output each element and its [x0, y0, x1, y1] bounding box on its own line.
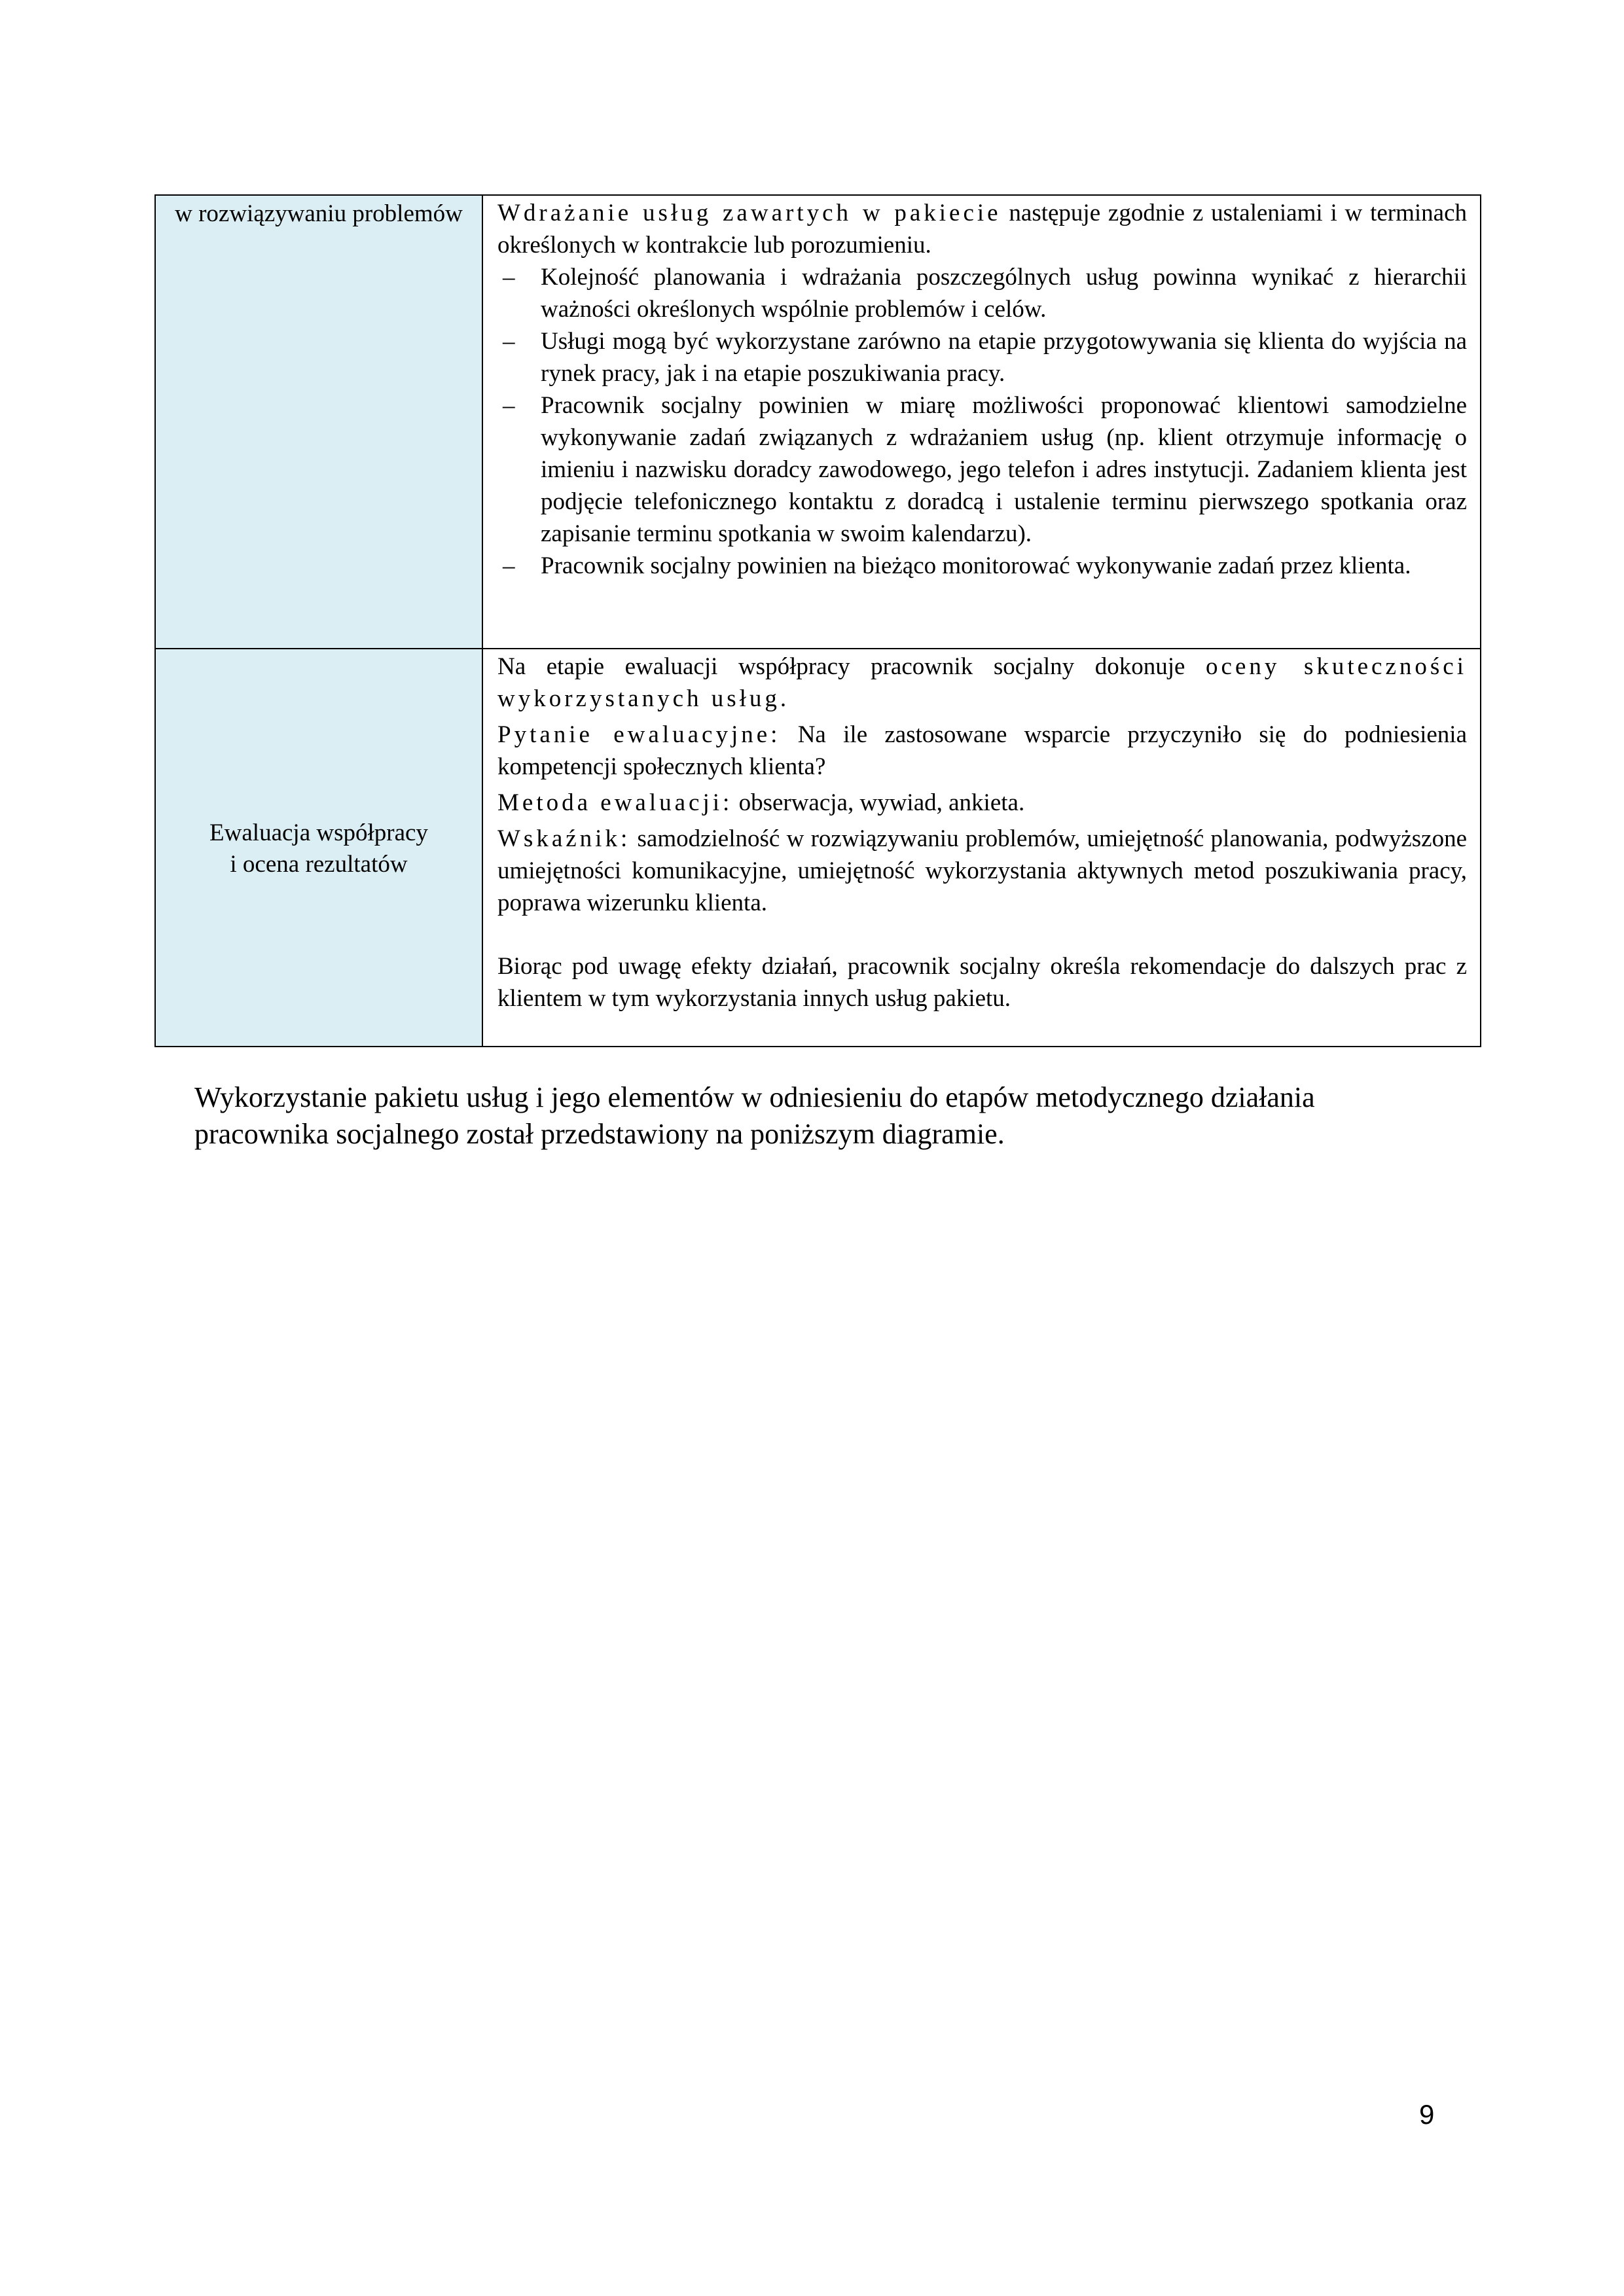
stage-label: w rozwiązywaniu problemów	[175, 200, 463, 227]
bullet-text: Kolejność planowania i wdrażania poszczególnych usług powinna wynikać z hierarchii ważności określonych wspólnie problemów i celów.	[541, 264, 1467, 323]
question-text: Na ile zastosowane wsparcie przyczyniło się do podniesienia kompetencji społecznych klienta?	[497, 721, 1467, 780]
stage-label-line-2: i ocena rezultatów	[230, 851, 408, 878]
method-text: obserwacja, wywiad, ankieta.	[732, 789, 1025, 816]
bullet-dash: –	[503, 328, 515, 355]
list-item	[497, 389, 1467, 550]
list-item	[497, 261, 1467, 325]
body-paragraph: Wykorzystanie pakietu usług i jego elementów w odniesieniu do etapów metodycznego działania pracownika socjalnego został przedstawiony na poniższym diagramie.	[194, 1081, 1315, 1150]
implementation-intro-rest: następuje zgodnie z ustaleniami i w terminach określonych w kontrakcie lub porozumieniu.	[497, 200, 1467, 259]
page-number: 9	[1419, 2099, 1435, 2130]
table-row	[155, 195, 1481, 649]
bullet-dash: –	[503, 552, 515, 579]
indicator-text: samodzielność w rozwiązywaniu problemów, umiejętność planowania, podwyższone umiejętności komunikacyjne, umiejętność wykorzystania aktywnych metod poszukiwania pracy, poprawa wizerunku klienta.	[497, 825, 1467, 916]
methodology-table	[154, 194, 1481, 1047]
bullet-text: Usługi mogą być wykorzystane zarówno na etapie przygotowywania się klienta do wyjścia na rynek pracy, jak i na etapie poszukiwania pracy.	[541, 328, 1467, 387]
bullet-text: Pracownik socjalny powinien na bieżąco monitorować wykonywanie zadań przez klienta.	[541, 552, 1411, 579]
evaluation-recommendation: Biorąc pod uwagę efekty działań, pracownik socjalny określa rekomendacje do dalszych prac z klientem w tym wykorzystania innych usług pakietu.	[497, 953, 1467, 1012]
list-item	[497, 325, 1467, 389]
content-cell-evaluation	[482, 649, 1481, 1047]
evaluation-method	[497, 787, 1467, 819]
table-row	[155, 649, 1481, 1047]
evaluation-indicator	[497, 823, 1467, 919]
evaluation-intro-text: Na etapie ewaluacji współpracy pracownik socjalny dokonuje	[497, 653, 1206, 680]
indicator-label: Wskaźnik:	[497, 825, 631, 852]
method-label: Metoda ewaluacji:	[497, 789, 733, 816]
question-label: Pytanie ewaluacyjne:	[497, 721, 781, 748]
implementation-bullet-list	[497, 261, 1467, 582]
stage-cell-evaluation	[155, 649, 482, 1047]
evaluation-question	[497, 719, 1467, 783]
implementation-intro	[497, 197, 1467, 261]
bullet-dash: –	[503, 392, 515, 419]
stage-cell-problem-solving	[155, 195, 482, 649]
bullet-dash: –	[503, 264, 515, 291]
evaluation-intro	[497, 651, 1467, 715]
stage-label-line-1: Ewaluacja współpracy	[209, 819, 428, 846]
bullet-text: Pracownik socjalny powinien w miarę możliwości proponować klientowi samodzielne wykonywanie zadań związanych z wdrażaniem usług (np. klient otrzymuje informację o imieniu i nazwisku doradcy zawodowego, jego telefon i adres instytucji. Zadaniem klienta jest podjęcie telefonicznego kontaktu z doradcą i ustalenie terminu pierwszego spotkania oraz zapisanie terminu spotkania w swoim kalendarzu).	[541, 392, 1467, 547]
list-item	[497, 550, 1467, 582]
content-cell-implementation	[482, 195, 1481, 649]
evaluation-intro-spaced: oceny skuteczności wykorzystanych usług.	[497, 653, 1467, 712]
implementation-intro-lead: Wdrażanie usług zawartych w pakiecie	[497, 200, 1001, 226]
